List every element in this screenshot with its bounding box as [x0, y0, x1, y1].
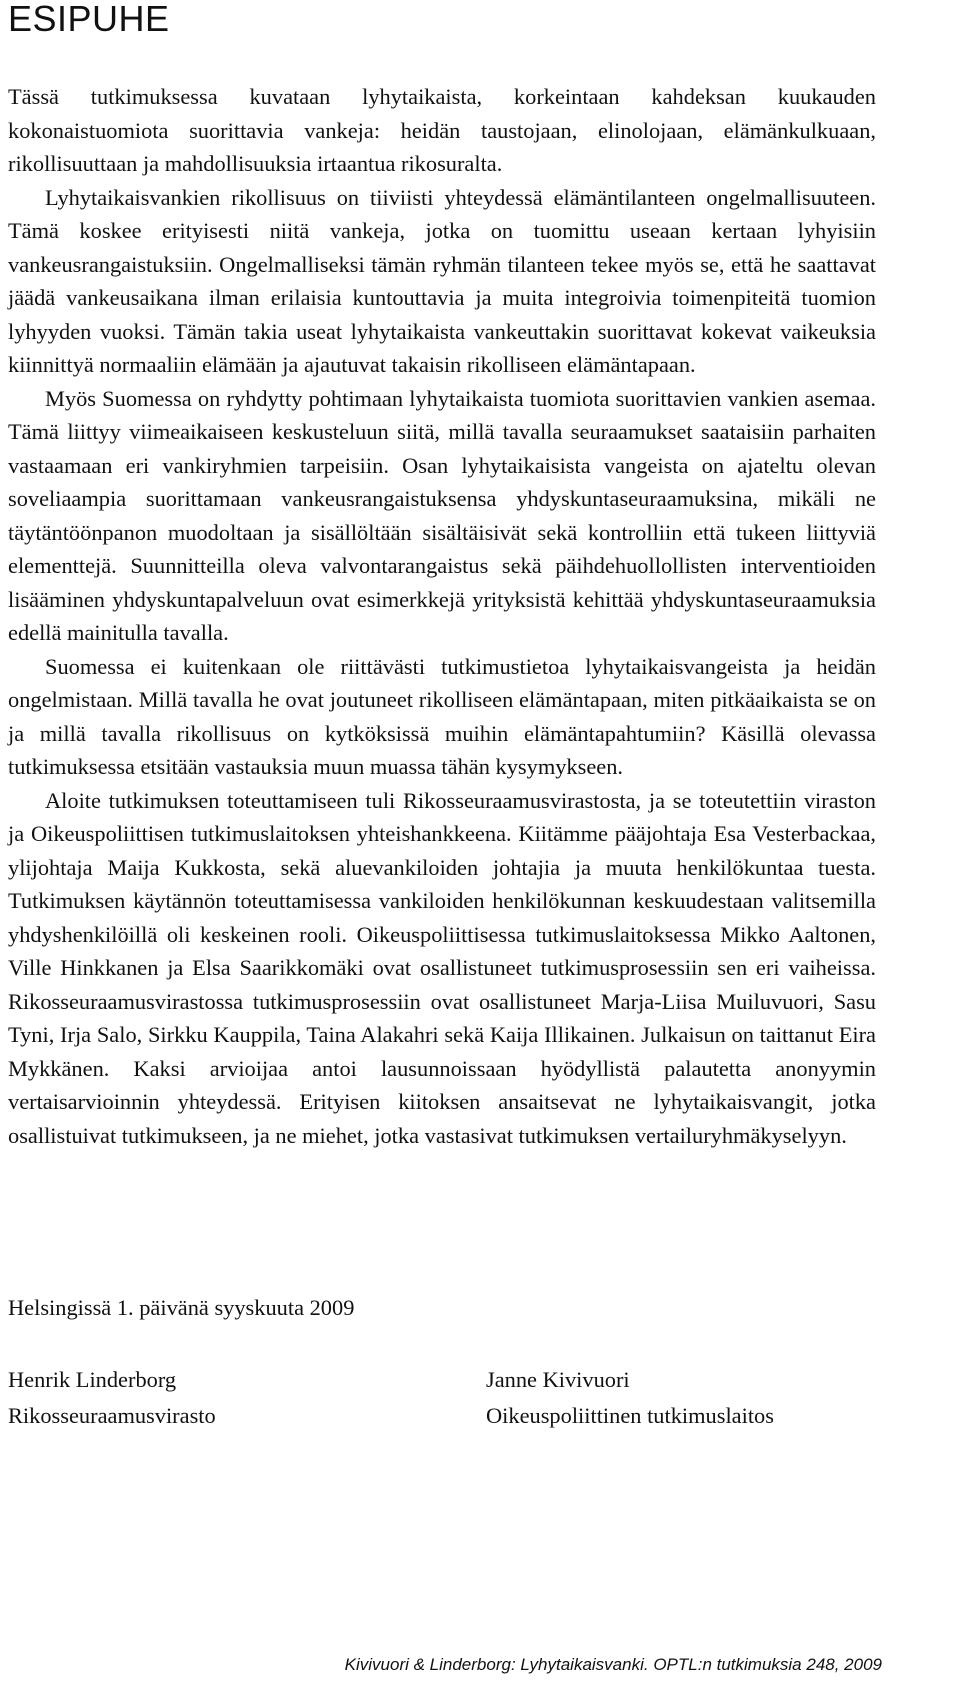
paragraph-finland-context: Myös Suomessa on ryhdytty pohtimaan lyhytaikaista tuomiota suorittavien vankien asemaa. Tämä liittyy viimeaikaiseen keskusteluun siitä, millä tavalla seuraamukset saataisiin parhaiten vastaamaan eri vankiryhmien tarpeisiin. Osan lyhytaikaisista vangeista on ajateltu olevan soveliaampia suorittamaan vankeusrangaistuksensa yhdyskuntaseuraamuksina, mikäli ne täytäntöönpanon muodoltaan ja sisällöltään sisältäisivät sekä kontrolliin että tukeen liittyviä elementtejä. Suunnitteilla oleva valvontarangaistus sekä päihdehuollollisten interventioiden lisääminen yhdyskuntapalveluun ovat esimerkkejä yrityksistä kehittää yhdyskuntaseuraamuksia edellä mainitulla tavalla. — [8, 385, 876, 645]
paragraph-acknowledgements: Aloite tutkimuksen toteuttamiseen tuli Rikosseuraamusvirastosta, ja se toteutettiin viraston ja Oikeuspoliittisen tutkimuslaitoksen yhteishankkeena. Kiitämme pääjohtaja Esa Vesterbackaa, ylijohtaja Maija Kukkosta, sekä aluevankiloiden johtajia ja muuta henkilökuntaa tuesta. Tutkimuksen käytännön toteuttamisessa vankiloiden henkilökunnan keskuudestaan valitsemilla yhdyshenkilöillä oli keskeinen rooli. Oikeuspoliittisessa tutkimuslaitoksessa Mikko Aaltonen, Ville Hinkkanen ja Elsa Saarikkomäki ovat osallistuneet tutkimusprosessiin sen eri vaiheissa. Rikosseuraamusvirastossa tutkimusprosessiin ovat osallistuneet Marja-Liisa Muiluvuori, Sasu Tyni, Irja Salo, Sirkku Kauppila, Taina Alakahri sekä Kaija Illikainen. Julkaisun on taittanut Eira Mykkänen. Kaksi arvioijaa antoi lausunnoissaan hyödyllistä palautetta anonyymin vertaisarvioinnin yhteydessä. Erityisen kiitoksen ansaitsevat ne lyhytaikaisvangit, jotka osallistuivat tutkimukseen, ja ne miehet, jotka vastasivat tutkimuksen vertailuryhmäkyselyyn. — [8, 787, 876, 1148]
place-date: Helsingissä 1. päivänä syyskuuta 2009 — [8, 1295, 355, 1320]
page-footer: Kivivuori & Linderborg: Lyhytaikaisvanki. OPTL:n tutkimuksia 248, 2009 — [344, 1655, 882, 1674]
signature-organization: Oikeuspoliittinen tutkimuslaitos — [486, 1403, 774, 1428]
preface-body — [8, 80, 876, 1152]
paragraph-background: Lyhytaikaisvankien rikollisuus on tiiviisti yhteydessä elämäntilanteen ongelmallisuuteen. Tämä koskee erityisesti niitä vankeja, jotka on tuomittu useaan kertaan lyhyisiin vankeusrangaistuksiin. Ongelmalliseksi tämän ryhmän tilanteen tekee myös se, että he saattavat jäädä vankeusaikana ilman erilaisia kuntouttavia ja muita integroivia toimenpiteitä tuomion lyhyyden vuoksi. Tämän takia useat lyhytaikaista vankeuttakin suorittavat kokevat vaikeuksia kiinnittyä normaaliin elämään ja ajautuvat takaisin rikolliseen elämäntapaan. — [8, 184, 876, 377]
signature-organization: Rikosseuraamusvirasto — [8, 1403, 216, 1428]
page-title: ESIPUHE — [8, 0, 170, 39]
signature-block-left — [8, 1362, 216, 1434]
signature-name: Henrik Linderborg — [8, 1367, 177, 1392]
paragraph-intro: Tässä tutkimuksessa kuvataan lyhytaikaista, korkeintaan kahdeksan kuukauden kokonaistuomiota suorittavia vankeja: heidän taustojaan, elinolojaan, elämänkulkuaan, rikollisuuttaan ja mahdollisuuksia irtaantua rikosuralta. — [8, 84, 876, 176]
signature-name: Janne Kivivuori — [486, 1367, 630, 1392]
paragraph-research-gap: Suomessa ei kuitenkaan ole riittävästi tutkimustietoa lyhytaikaisvangeista ja heidän ongelmistaan. Millä tavalla he ovat joutuneet rikolliseen elämäntapaan, miten pitkäaikaista se on ja millä tavalla rikollisuus on kytköksissä muihin elämäntapahtumiin? Käsillä olevassa tutkimuksessa etsitään vastauksia muun muassa tähän kysymykseen. — [8, 653, 876, 779]
signature-block-right — [486, 1362, 774, 1434]
